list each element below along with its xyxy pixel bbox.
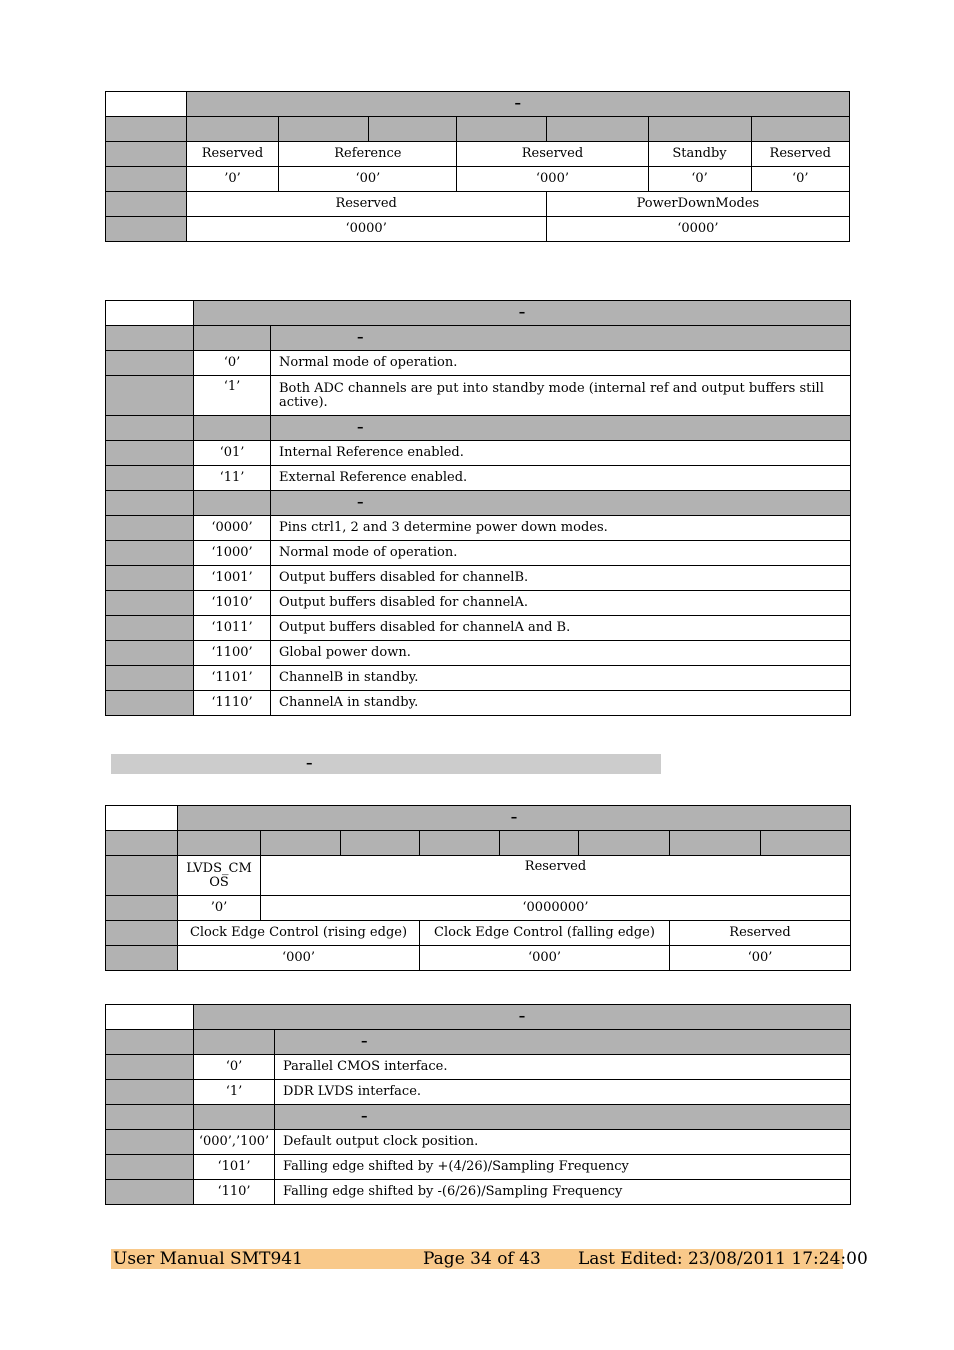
table-row: ‘0000’ Pins ctrl1, 2 and 3 determine power down modes. — [106, 516, 851, 541]
table-row: ‘1000’ Normal mode of operation. — [106, 541, 851, 566]
register-table-2 — [105, 805, 851, 971]
table-row: ‘1010’ Output buffers disabled for channelA. — [106, 591, 851, 616]
footer-page-number: Page 34 of 43 — [423, 1249, 541, 1269]
table1-default-row: ’0’ ‘00’ ‘000’ ‘0’ ‘0’ — [106, 167, 850, 192]
table-row: ‘1’ Both ADC channels are put into standby mode (internal ref and output buffers still active). — [106, 376, 851, 416]
table2-section-header: – — [106, 491, 851, 516]
table3-field-row-2: Clock Edge Control (rising edge) Clock Edge Control (falling edge) Reserved — [106, 921, 851, 946]
table2-title: – — [194, 301, 851, 326]
table4-title: – — [194, 1005, 851, 1030]
table-row: ‘0’ Normal mode of operation. — [106, 351, 851, 376]
table-row: ‘1101’ ChannelB in standby. — [106, 666, 851, 691]
section-heading-dash: – — [306, 756, 313, 771]
table1-bit-header-row — [106, 117, 850, 142]
table3-field-row: LVDS_CMOS Reserved — [106, 856, 851, 896]
table1-default-row-2: ‘0000’ ‘0000’ — [106, 217, 850, 242]
table-row: ‘0’ Parallel CMOS interface. — [106, 1055, 851, 1080]
table3-title: – — [178, 806, 851, 831]
table-row: ‘1110’ ChannelA in standby. — [106, 691, 851, 716]
table4-section-header: – — [106, 1105, 851, 1130]
table1-title: – — [186, 92, 849, 117]
table-row: ‘1100’ Global power down. — [106, 641, 851, 666]
table-row: ‘000’,’100’ Default output clock position. — [106, 1130, 851, 1155]
table1-corner-cell — [106, 92, 187, 117]
section-heading — [111, 754, 661, 774]
table-row: ‘01’ Internal Reference enabled. — [106, 441, 851, 466]
table-row: ‘101’ Falling edge shifted by +(4/26)/Sampling Frequency — [106, 1155, 851, 1180]
register-description-table-2 — [105, 1004, 851, 1205]
table3-bit-header-row — [106, 831, 851, 856]
table-row: ‘1001’ Output buffers disabled for channelB. — [106, 566, 851, 591]
table-row: ‘1011’ Output buffers disabled for channelA and B. — [106, 616, 851, 641]
table-row: ‘1’ DDR LVDS interface. — [106, 1080, 851, 1105]
table2-section-header: – — [106, 416, 851, 441]
footer-document-title: User Manual SMT941 — [113, 1249, 303, 1269]
table1-field-row-2: Reserved PowerDownModes — [106, 192, 850, 217]
table3-default-row: ’0’ ‘0000000’ — [106, 896, 851, 921]
table-row: ‘11’ External Reference enabled. — [106, 466, 851, 491]
footer-last-edited: Last Edited: 23/08/2011 17:24:00 — [578, 1249, 868, 1269]
table-row: ‘110’ Falling edge shifted by -(6/26)/Sampling Frequency — [106, 1180, 851, 1205]
table2-section-header: – — [106, 326, 851, 351]
register-table-1 — [105, 91, 850, 242]
table4-section-header: – — [106, 1030, 851, 1055]
register-description-table-1 — [105, 300, 851, 716]
page-footer — [111, 1249, 868, 1269]
table1-field-row: Reserved Reference Reserved Standby Reserved — [106, 142, 850, 167]
table3-default-row-2: ‘000’ ‘000’ ‘00’ — [106, 946, 851, 971]
